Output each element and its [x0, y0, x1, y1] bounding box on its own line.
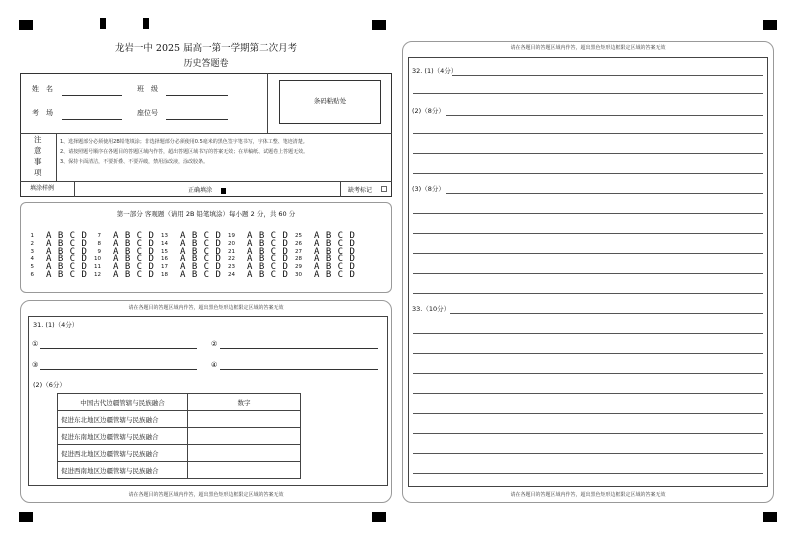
q31-blank-3[interactable] — [40, 369, 197, 370]
mcq-question-number: 21 — [228, 248, 235, 255]
answer-line[interactable] — [413, 253, 763, 254]
seat-label: 座位号 — [137, 109, 158, 117]
mcq-options[interactable]: A B C D — [314, 238, 356, 249]
mcq-question-number: 25 — [295, 233, 302, 239]
q32-part3-title: (3)（8分） — [412, 185, 445, 193]
mcq-question-number: 7 — [97, 233, 101, 239]
notice-item-1: 1、选择题部分必须使用2B铅笔填涂；非选择题部分必须使用0.5毫米的黑色签字笔书写，字体工整、笔迹清楚。 — [60, 139, 308, 145]
corner-mark-bottom-center — [372, 512, 386, 522]
notice-item-2: 2、请按照题号顺序在各题目的答题区域内作答，超出答题区域书写的答案无效；在草稿纸、试题卷上答题无效。 — [60, 149, 309, 155]
class-label: 班 级 — [137, 85, 158, 93]
mcq-question-number: 14 — [161, 240, 168, 247]
part1-title: 第一部分 客观题（请用 2B 铅笔填涂）每小题 2 分，共 60 分 — [116, 210, 296, 218]
mcq-options[interactable]: A B C D — [314, 246, 356, 257]
answer-line[interactable] — [413, 173, 763, 174]
correct-fill-sample — [221, 188, 226, 194]
absent-mark-label: 缺考标记 — [348, 187, 373, 194]
right-bottom-notice: 请在各题目的答题区域内作答，超出黑色矩形边框限定区域的答案无效 — [510, 492, 666, 498]
mcq-options[interactable]: A B C D — [113, 270, 155, 280]
mcq-options[interactable]: A B C D — [113, 238, 155, 249]
answer-line[interactable] — [413, 353, 763, 354]
mcq-question-number: 26 — [295, 240, 302, 247]
notice-item-3: 3、保持卡面清洁，不要折叠、不要弄破，禁用涂改液，涂改胶条。 — [60, 159, 209, 165]
q32-part2-title: (2)（8分） — [412, 107, 445, 115]
mcq-question-number: 16 — [161, 256, 168, 263]
right-answer-frame — [408, 57, 768, 487]
mcq-options[interactable]: A B C D — [46, 246, 88, 257]
q31-bottom-notice: 请在各题目的答题区域内作答，超出黑色矩形边框限定区域的答案无效 — [128, 492, 284, 498]
q31-table-row-label: 促进西北地区边疆管辖与民族融合 — [58, 445, 188, 462]
mcq-options[interactable]: A B C D — [314, 262, 356, 273]
mcq-options[interactable]: A B C D — [113, 262, 155, 273]
mcq-options[interactable]: A B C D — [180, 262, 222, 273]
mcq-question-number: 19 — [228, 233, 235, 239]
notice-label-1: 注 — [34, 135, 42, 144]
mcq-question-number: 2 — [30, 240, 34, 247]
q31-top-notice: 请在各题目的答题区域内作答，超出黑色矩形边框限定区域的答案无效 — [128, 305, 284, 311]
answer-line[interactable] — [413, 413, 763, 414]
right-top-notice: 请在各题目的答题区域内作答，超出黑色矩形边框限定区域的答案无效 — [510, 45, 666, 51]
timing-mark-top-2 — [143, 18, 149, 29]
mcq-options[interactable]: A B C D — [46, 262, 88, 273]
mcq-options[interactable]: A B C D — [180, 231, 222, 241]
mcq-question-number: 23 — [228, 264, 235, 271]
answer-line[interactable] — [413, 433, 763, 434]
mcq-question-number: 20 — [228, 240, 235, 247]
q31-blank-1[interactable] — [40, 348, 197, 349]
answer-line[interactable] — [413, 333, 763, 334]
answer-line[interactable] — [413, 453, 763, 454]
mcq-options[interactable]: A B C D — [180, 270, 222, 280]
mcq-options[interactable]: A B C D — [180, 238, 222, 249]
mcq-question-number: 9 — [97, 248, 101, 255]
mcq-question-number: 13 — [161, 233, 168, 239]
mcq-options[interactable]: A B C D — [46, 254, 88, 265]
exam-subtitle: 历史答题卷 — [183, 59, 229, 69]
corner-mark-bottom-right — [763, 512, 777, 522]
q31-table-header-2: 数字 — [188, 394, 301, 411]
fill-example-label: 填涂样例 — [30, 185, 55, 192]
q31-blank-1-label: ① — [32, 340, 39, 348]
name-field[interactable] — [62, 95, 122, 96]
q31-table-answer-cell[interactable] — [188, 411, 301, 428]
notice-label-2: 意 — [34, 146, 42, 155]
mcq-options[interactable]: A B C D — [46, 231, 88, 241]
mcq-question-number: 1 — [30, 233, 34, 239]
notice-label-4: 项 — [34, 168, 42, 177]
absent-mark-box[interactable] — [381, 186, 387, 192]
answer-line[interactable] — [413, 153, 763, 154]
answer-line[interactable] — [413, 213, 763, 214]
mcq-options[interactable]: A B C D — [247, 238, 289, 249]
q31-blank-4[interactable] — [220, 369, 378, 370]
mcq-question-number: 5 — [30, 264, 34, 271]
q31-table — [57, 393, 301, 479]
mcq-question-number: 29 — [295, 264, 302, 271]
mcq-options[interactable]: A B C D — [180, 254, 222, 265]
q31-blank-3-label: ③ — [32, 361, 39, 369]
seat-field[interactable] — [166, 119, 228, 120]
answer-line[interactable] — [413, 473, 763, 474]
corner-mark-top-left — [19, 20, 33, 30]
answer-line[interactable] — [413, 393, 763, 394]
q31-part2-title: (2)（6分） — [33, 381, 66, 389]
mcq-options[interactable]: A B C D — [314, 254, 356, 265]
q31-blank-2[interactable] — [220, 348, 378, 349]
mcq-options[interactable]: A B C D — [113, 231, 155, 241]
q32-part1-title: 32. (1)（4分） — [412, 67, 458, 75]
mcq-options[interactable]: A B C D — [180, 246, 222, 257]
mcq-options[interactable]: A B C D — [247, 270, 289, 280]
mcq-question-number: 6 — [30, 272, 34, 278]
corner-mark-top-right — [763, 20, 777, 30]
q31-blank-4-label: ④ — [211, 361, 218, 369]
mcq-question-number: 10 — [94, 256, 101, 263]
q31-table-answer-cell[interactable] — [188, 445, 301, 462]
mcq-question-number: 12 — [94, 272, 101, 278]
exam-room-field[interactable] — [62, 119, 122, 120]
corner-mark-top-center — [372, 20, 386, 30]
q31-table-row-label: 促进东南地区边疆管辖与民族融合 — [58, 428, 188, 445]
mcq-options[interactable]: A B C D — [314, 270, 356, 280]
q31-blank-2-label: ② — [211, 340, 218, 348]
mcq-options[interactable]: A B C D — [247, 254, 289, 265]
answer-line[interactable] — [413, 233, 763, 234]
q31-table-header-1: 中国古代边疆管辖与民族融合 — [58, 394, 188, 411]
mcq-options[interactable]: A B C D — [46, 238, 88, 249]
q33-title: 33.（10分） — [412, 305, 451, 313]
mcq-question-number: 28 — [295, 256, 302, 263]
q31-part1-title: 31. (1)（4分） — [33, 321, 79, 329]
mcq-question-number: 27 — [295, 248, 302, 255]
mcq-options[interactable]: A B C D — [247, 231, 289, 241]
q31-table-row-label: 促进西南地区边疆管辖与民族融合 — [58, 462, 188, 479]
answer-line[interactable] — [446, 193, 763, 194]
answer-line[interactable] — [413, 373, 763, 374]
class-field[interactable] — [166, 95, 228, 96]
mcq-question-number: 4 — [30, 256, 34, 263]
correct-fill-label: 正确填涂 — [188, 187, 213, 194]
mcq-question-number: 3 — [30, 248, 34, 255]
barcode-label: 条码粘贴处 — [313, 97, 347, 105]
q31-table-row-label: 促进东北地区边疆管辖与民族融合 — [58, 411, 188, 428]
mcq-question-number: 11 — [94, 264, 101, 271]
corner-mark-bottom-left — [19, 512, 33, 522]
mcq-question-number: 18 — [161, 272, 168, 278]
mcq-question-number: 15 — [161, 248, 168, 255]
mcq-question-number: 8 — [97, 240, 101, 247]
answer-line[interactable] — [452, 75, 763, 76]
mcq-question-number: 24 — [228, 272, 235, 278]
mcq-options[interactable]: A B C D — [247, 246, 289, 257]
mcq-question-number: 17 — [161, 264, 168, 271]
mcq-options[interactable]: A B C D — [113, 246, 155, 257]
q31-table-answer-cell[interactable] — [188, 462, 301, 479]
q31-table-answer-cell[interactable] — [188, 428, 301, 445]
answer-line[interactable] — [450, 313, 763, 314]
answer-line[interactable] — [413, 273, 763, 274]
exam-title: 龙岩一中 2025 届高一第一学期第二次月考 — [114, 43, 298, 54]
mcq-options[interactable]: A B C D — [314, 231, 356, 241]
answer-line[interactable] — [413, 133, 763, 134]
mcq-question-number: 30 — [295, 272, 302, 278]
answer-line[interactable] — [413, 293, 763, 294]
exam-room-label: 考 场 — [32, 109, 53, 117]
answer-line[interactable] — [413, 93, 763, 94]
mcq-options[interactable]: A B C D — [113, 254, 155, 265]
mcq-options[interactable]: A B C D — [46, 270, 88, 280]
mcq-options[interactable]: A B C D — [247, 262, 289, 273]
notice-label-3: 事 — [34, 157, 42, 166]
timing-mark-top-1 — [100, 18, 106, 29]
name-label: 姓 名 — [32, 85, 53, 93]
answer-line[interactable] — [446, 115, 763, 116]
mcq-question-number: 22 — [228, 256, 235, 263]
